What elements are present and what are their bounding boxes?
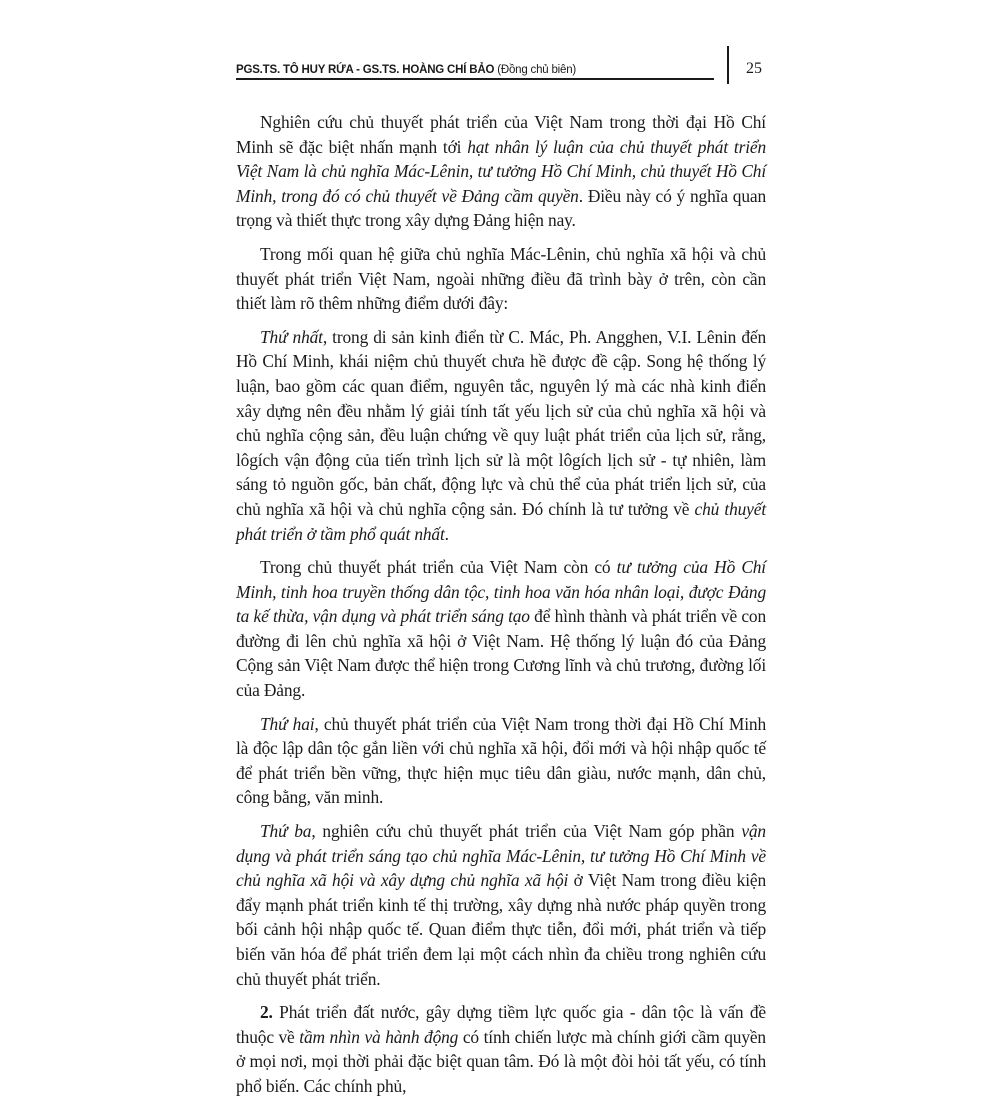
header-vertical-bar xyxy=(727,46,729,84)
text-run: ở Việt Nam trong điều kiện đẩy mạnh phát triển kinh tế thị trường, xây dựng nhà nước pháp quyền trong bối cảnh hội nhập quốc tế. Quan điểm thực tiễn, đổi mới, phát triển và tiếp biến văn hóa để phát triển đem lại một cách nhìn đa chiều trong nghiên cứu chủ thuyết phát triển. xyxy=(236,870,766,989)
body-text xyxy=(236,110,766,1099)
text-run: , nghiên cứu chủ thuyết phát triển của Việt Nam góp phần xyxy=(311,821,742,842)
paragraph xyxy=(236,712,766,810)
italic-text: chủ thuyết phát triển ở tầm phổ quát nhất xyxy=(236,498,767,544)
paragraph xyxy=(236,325,766,546)
text-run: . xyxy=(444,523,449,544)
text-run: có tính chiến lược mà chính giới cầm quyền ở mọi nơi, mọi thời phải đặc biệt quan tâm. Đó là một đòi hỏi tất yếu, có tính phổ biến. Các chính phủ, xyxy=(236,1026,766,1096)
paragraph xyxy=(236,555,766,703)
italic-text: hạt nhân lý luận của chủ thuyết phát triển Việt Nam là chủ nghĩa Mác-Lênin, tư tưởng Hồ Chí Minh, chủ thuyết Hồ Chí Minh, trong đó có chủ thuyết về Đảng cầm quyền xyxy=(236,136,766,206)
paragraph xyxy=(236,242,766,316)
text-run: , chủ thuyết phát triển của Việt Nam trong thời đại Hồ Chí Minh là độc lập dân tộc gắn liền với chủ nghĩa xã hội, đổi mới và hội nhập quốc tế để phát triển bền vững, thực hiện mục tiêu dân giàu, nước mạnh, dân chủ, công bằng, văn minh. xyxy=(236,713,767,808)
running-header xyxy=(236,60,766,86)
header-author xyxy=(236,64,576,76)
italic-text: tư tưởng của Hồ Chí Minh, tinh hoa truyền thống dân tộc, tinh hoa văn hóa nhân loại, được Đảng ta kế thừa, vận dụng và phát triển sáng tạo xyxy=(236,557,766,627)
italic-text: Thứ nhất xyxy=(260,326,323,347)
text-run: để hình thành và phát triển về con đường đi lên chủ nghĩa xã hội ở Việt Nam. Hệ thống lý luận đó của Đảng Cộng sản Việt Nam được thể hiện trong Cương lĩnh và chủ trương, đường lối của Đảng. xyxy=(236,606,767,701)
italic-text: Thứ hai xyxy=(260,713,315,734)
header-rule xyxy=(236,78,714,80)
italic-text: Thứ ba xyxy=(260,821,312,842)
paragraph xyxy=(236,819,766,991)
paragraph xyxy=(236,110,766,233)
text-run: , trong di sản kinh điển từ C. Mác, Ph. Angghen, V.I. Lênin đến Hồ Chí Minh, khái niệm chủ thuyết chưa hề được đề cập. Song hệ thống lý luận, bao gồm các quan điểm, nguyên tắc, nguyên lý mà các nhà kinh điển xây dựng nên đều nhằm lý giải tính tất yếu lịch sử của chủ nghĩa xã hội và chủ nghĩa cộng sản, đều luận chứng về quy luật phát triển của lịch sử, rằng, lôgích vận động của tiến trình lịch sử là một lôgích lịch sử - tự nhiên, làm sáng tỏ nguồn gốc, bản chất, động lực và chủ thể của phát triển lịch sử, của chủ nghĩa xã hội và chủ nghĩa cộng sản. Đó chính là tư tưởng về xyxy=(236,326,766,519)
page-number: 25 xyxy=(746,60,762,77)
italic-text: vận dụng và phát triển sáng tạo chủ nghĩa Mác-Lênin, tư tưởng Hồ Chí Minh về chủ nghĩa xã hội và xây dựng chủ nghĩa xã hội xyxy=(236,821,766,891)
text-run: Trong chủ thuyết phát triển của Việt Nam còn có xyxy=(260,557,617,578)
text-run: Trong mối quan hệ giữa chủ nghĩa Mác-Lênin, chủ nghĩa xã hội và chủ thuyết phát triển Việt Nam, ngoài những điều đã trình bày ở trên, còn cần thiết làm rõ thêm những điểm dưới đây: xyxy=(236,243,766,314)
text-run: Phát triển đất nước, gây dựng tiềm lực quốc gia - dân tộc là vấn đề thuộc về xyxy=(236,1002,766,1047)
italic-text: tầm nhìn và hành động xyxy=(299,1026,459,1047)
paragraph xyxy=(236,1000,766,1098)
author-role: (Đồng chủ biên) xyxy=(497,64,577,76)
bold-text: 2. xyxy=(260,1002,273,1023)
text-run: Nghiên cứu chủ thuyết phát triển của Việt Nam trong thời đại Hồ Chí Minh sẽ đặc biệt nhấn mạnh tới xyxy=(236,112,766,157)
author-names: PGS.TS. TÔ HUY RỨA - GS.TS. HOÀNG CHÍ BẢO xyxy=(236,64,495,76)
text-run: . Điều này có ý nghĩa quan trọng và thiết thực trong xây dựng Đảng hiện nay. xyxy=(236,185,767,231)
